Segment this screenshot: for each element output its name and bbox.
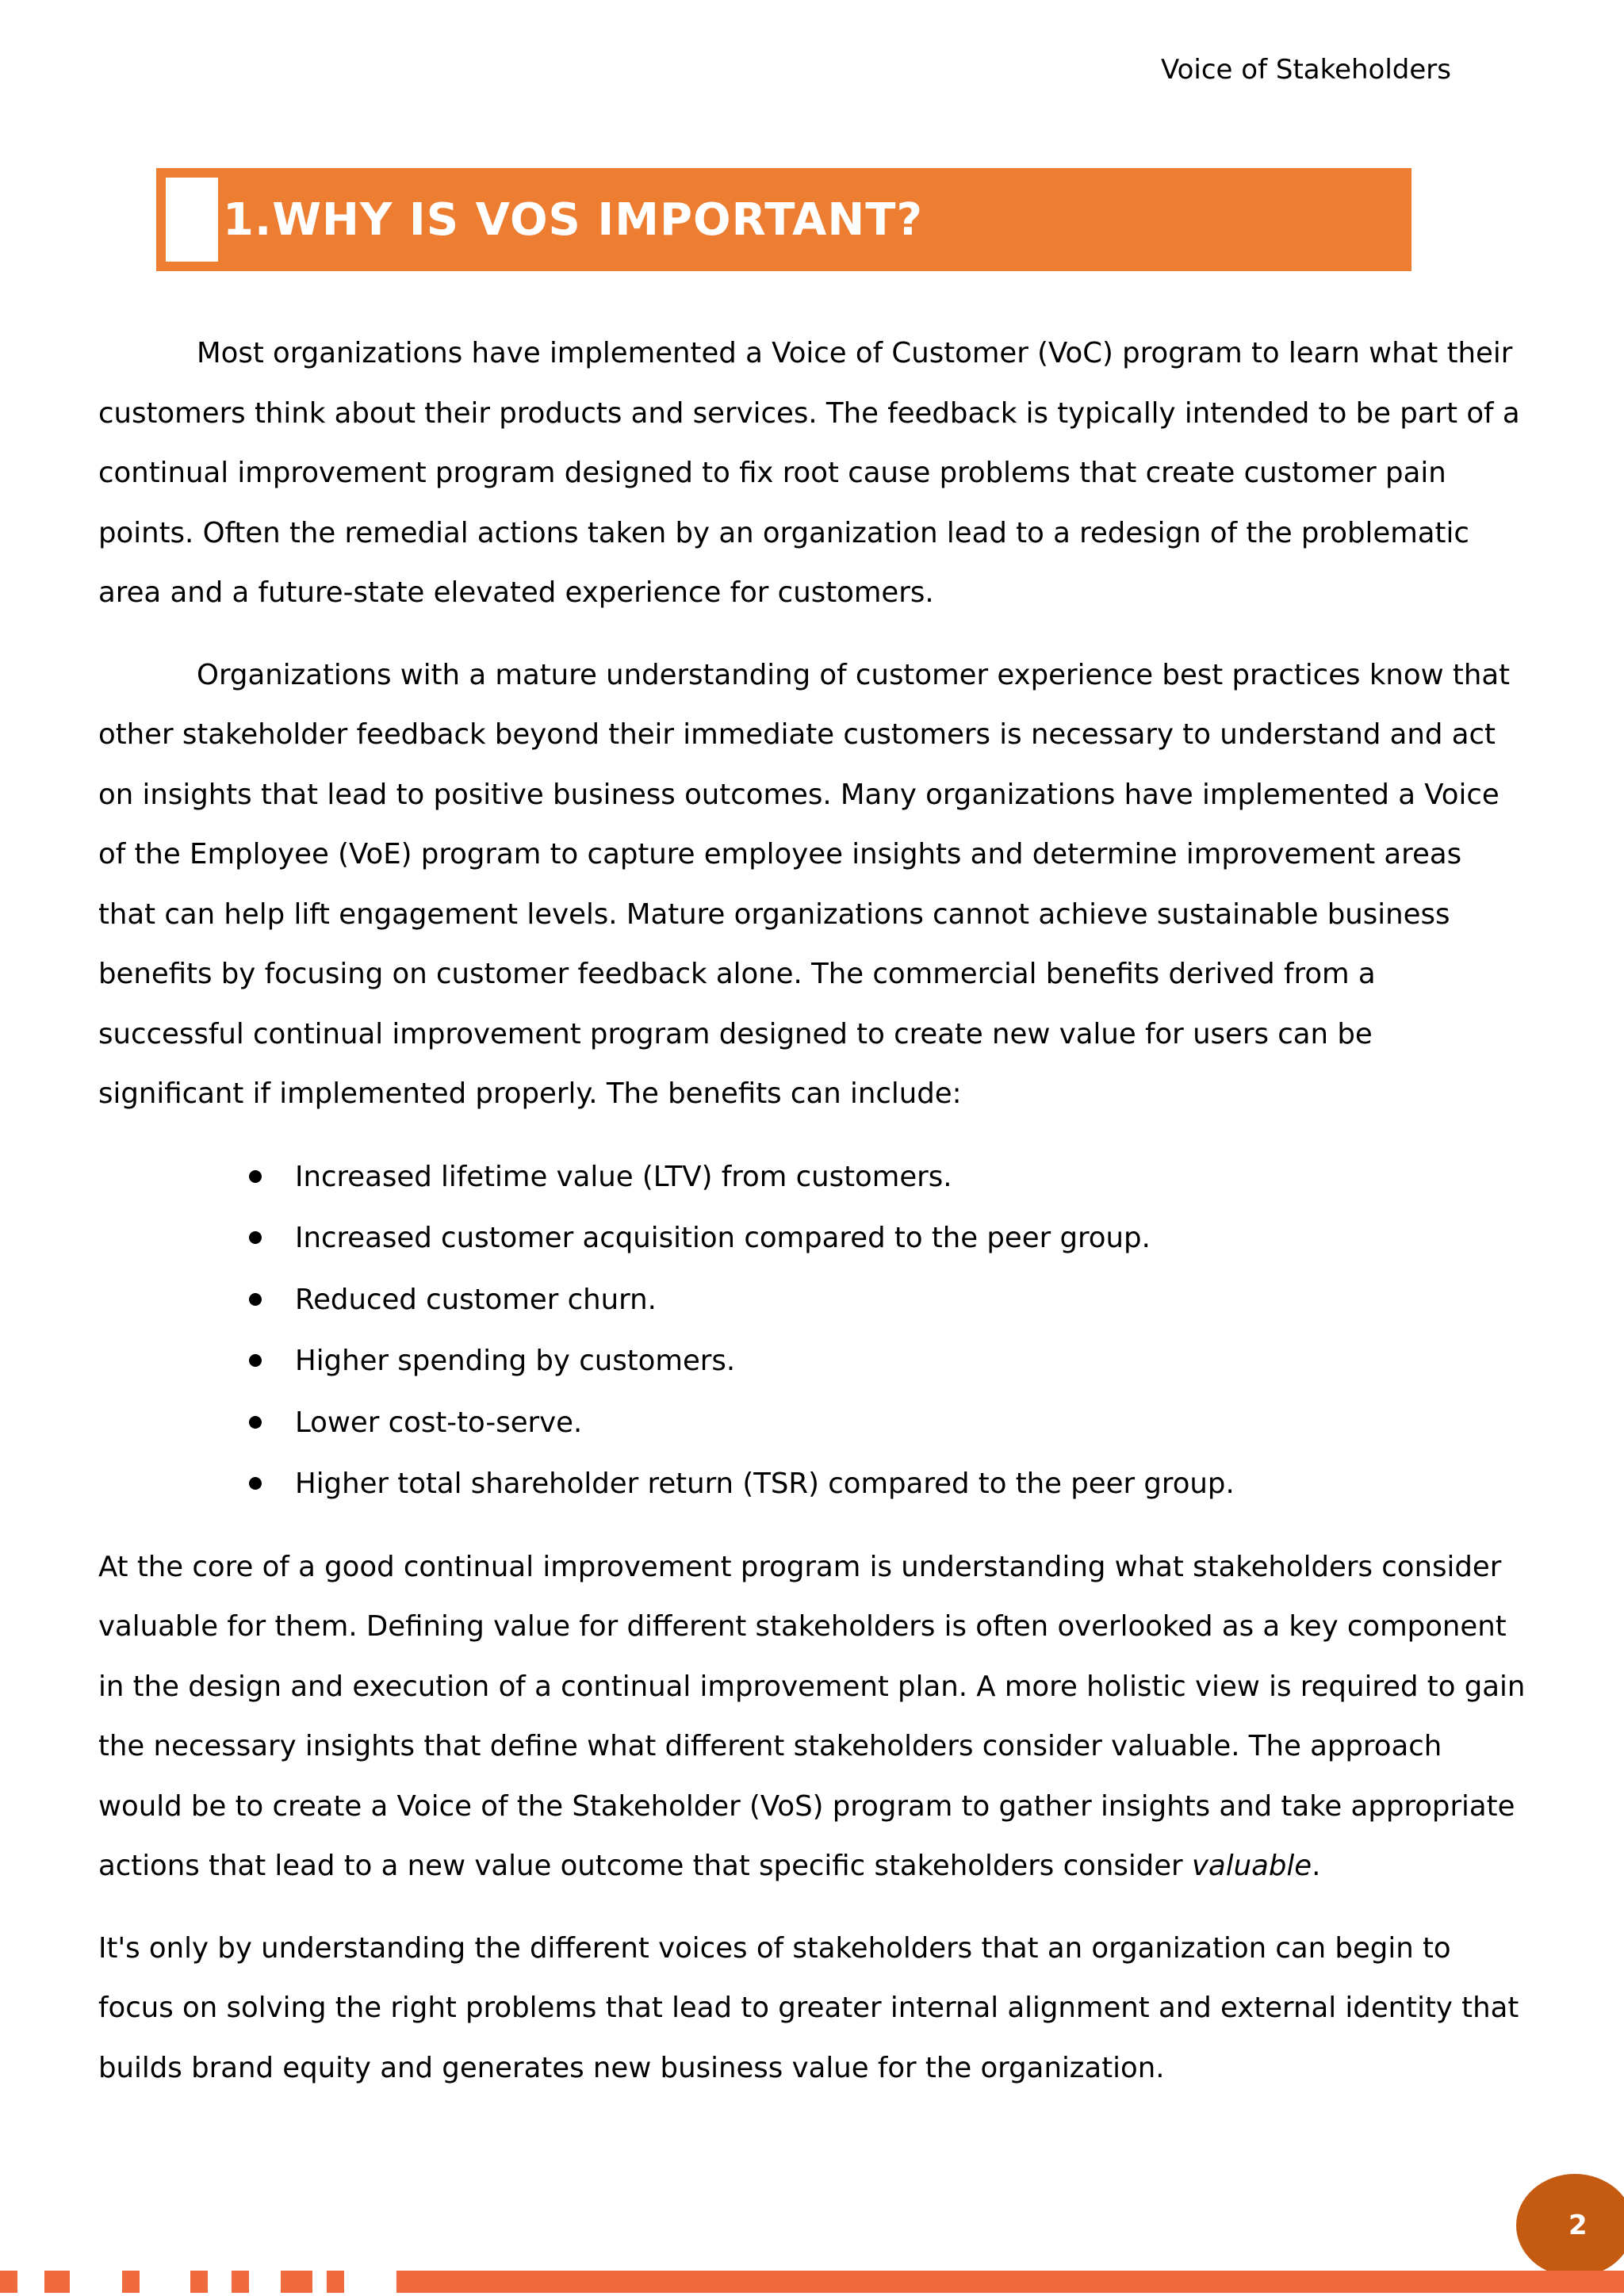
list-item bbox=[98, 1146, 1526, 1208]
list-item-text: Reduced customer churn. bbox=[295, 1283, 657, 1316]
bullet-icon bbox=[249, 1293, 262, 1306]
paragraph-3 bbox=[98, 1537, 1526, 1896]
list-item bbox=[98, 1392, 1526, 1454]
section-heading-band bbox=[156, 168, 1411, 271]
bullet-icon bbox=[249, 1477, 262, 1490]
paragraph-3-text: At the core of a good continual improvement program is understanding what stakeholders consider valuable for them. Defining value for different stakeholders is often overlooked as a key component in the design and execution of a continual improvement plan. A more holistic view is required to gain the necessary insights that define what different stakeholders consider valuable. The approach would be to create a Voice of the Stakeholder (VoS) program to gather insights and take appropriate actions that lead to a new value outcome that specific stakeholders consider bbox=[98, 1550, 1526, 1882]
bullet-icon bbox=[249, 1170, 262, 1183]
list-item-text: Lower cost-to-serve. bbox=[295, 1406, 583, 1439]
footer-dash bbox=[44, 2271, 70, 2293]
footer-dash bbox=[327, 2271, 344, 2293]
paragraph-4: It's only by understanding the different voices of stakeholders that an organization can begin to focus on solving the right problems that lead to greater internal alignment and external identity that builds brand equity and generates new business value for the organization. bbox=[98, 1931, 1519, 2084]
section-title: WHY IS VOS IMPORTANT? bbox=[272, 194, 923, 246]
paragraph-2: Organizations with a mature understanding of customer experience best practices know that other stakeholder feedback beyond their immediate customers is necessary to understand and act on insights that lead to positive business outcomes. Many organizations have implemented a Voice of the Employee (VoE) program to capture employee insights and determine improvement areas that can help lift engagement levels. Mature organizations cannot achieve sustainable business benefits by focusing on customer feedback alone. The commercial benefits derived from a successful continual improvement program designed to create new value for users can be significant if implemented properly. The benefits can include: bbox=[98, 658, 1511, 1110]
section-number: 1. bbox=[223, 194, 273, 246]
bullet-icon bbox=[249, 1231, 262, 1244]
heading-marker-block bbox=[166, 178, 218, 262]
running-header: Voice of Stakeholders bbox=[1161, 54, 1451, 86]
list-item bbox=[98, 1330, 1526, 1392]
bullet-icon bbox=[249, 1354, 262, 1367]
list-item-text: Higher total shareholder return (TSR) compared to the peer group. bbox=[295, 1468, 1235, 1500]
list-item bbox=[98, 1269, 1526, 1331]
footer-dash bbox=[281, 2271, 312, 2293]
benefits-list bbox=[98, 1146, 1526, 1515]
footer-dash bbox=[190, 2271, 208, 2293]
paragraph-3-emphasis: valuable bbox=[1191, 1850, 1312, 1882]
section-heading bbox=[223, 181, 923, 260]
page-number-badge: 2 bbox=[1516, 2174, 1624, 2277]
list-item-text: Higher spending by customers. bbox=[295, 1345, 736, 1377]
list-item bbox=[98, 1453, 1526, 1515]
list-item-text: Increased customer acquisition compared to the peer group. bbox=[295, 1222, 1151, 1254]
bullet-icon bbox=[249, 1416, 262, 1429]
list-item-text: Increased lifetime value (LTV) from customers. bbox=[295, 1160, 952, 1193]
paragraph-1: Most organizations have implemented a Voice of Customer (VoC) program to learn what their customers think about their products and services. The feedback is typically intended to be part of a continual improvement program designed to fix root cause problems that create customer pain points. Often the remedial actions taken by an organization lead to a redesign of the problematic area and a future-state elevated experience for customers. bbox=[98, 337, 1520, 609]
footer-dash bbox=[0, 2271, 17, 2293]
footer-decoration bbox=[0, 2271, 1624, 2293]
list-item bbox=[98, 1207, 1526, 1269]
footer-long-bar bbox=[396, 2271, 1624, 2293]
footer-dash bbox=[232, 2271, 249, 2293]
document-body bbox=[98, 323, 1526, 2120]
paragraph-3-end: . bbox=[1312, 1850, 1321, 1882]
footer-dash bbox=[122, 2271, 140, 2293]
